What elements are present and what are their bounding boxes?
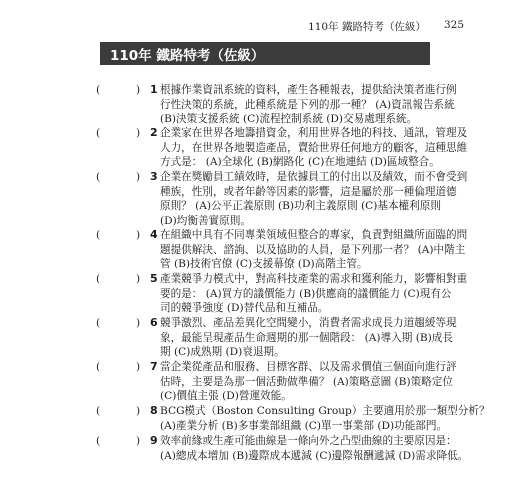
question-line: 競爭激烈、產品差異化空間變小，消費者需求成長力道趨緩等現 — [160, 317, 457, 329]
question-line: 行性決策的系統，此種系統是下列的那一種？ (A)資訊報告系統 — [160, 98, 455, 111]
question-text — [160, 434, 469, 463]
question-line: BCG模式（Boston Consulting Group）主要適用於那一類型分析？ — [160, 405, 490, 417]
question-line: 估時，主要是為那一個活動做準備？ (A)策略意圖 (B)策略定位 — [160, 375, 453, 388]
running-head-title: 110年 鐵路特考（佐級） — [308, 21, 426, 33]
question-line: 根據作業資訊系統的資料，產生各種報表，提供給決策者進行例 — [160, 84, 457, 96]
question-number: 6 — [150, 316, 158, 329]
question-line: (A)產業分析 (B)多事業部組織 (C)單一事業部 (D)功能部門。 — [160, 419, 448, 432]
page-number: 325 — [443, 19, 464, 31]
question-line: 管 (B)技術官僚 (C)支援幕僚 (D)高階主管。 — [160, 258, 368, 271]
question-text — [160, 316, 457, 360]
question-line: 當企業從產品和服務、目標客群、以及需求價值三個面向進行評 — [160, 361, 457, 373]
question-line: 種族，性別，或者年齡等因素的影響，這是屬於那一種倫理道德 — [160, 185, 457, 198]
question-number: 1 — [150, 83, 158, 96]
question-text — [160, 170, 468, 228]
question-number: 3 — [150, 170, 158, 183]
question-text — [160, 272, 468, 316]
question-line: 原則？ (A)公平正義原則 (B)功利主義原則 (C)基本權利原則 — [160, 200, 441, 213]
question-line: 方式是： (A)全球化 (B)網路化 (C)在地連結 (D)區域整合。 — [160, 156, 440, 169]
question-line: 題提供解決、諮詢、以及協助的人員，是下列那一者？ (A)中階主 — [160, 243, 466, 256]
question-line: 期 (C)成熟期 (D)衰退期。 — [160, 346, 285, 359]
question-number: 5 — [150, 272, 158, 285]
question-line: 產業競爭力模式中，對高科技產業的需求和獲利能力，影響相對重 — [160, 273, 468, 285]
question-number: 7 — [150, 360, 158, 373]
question-line: (D)均衡善實原則。 — [160, 214, 251, 227]
question-line: 司的競爭強度 (D)替代品和互補品。 — [160, 302, 329, 315]
question-text — [160, 228, 468, 272]
question-line: (A)總成本增加 (B)邊際成本遞減 (C)邊際報酬遞減 (D)需求降低。 — [160, 449, 469, 462]
running-head — [308, 19, 464, 34]
question-number: 8 — [150, 404, 158, 417]
section-title-bar — [100, 42, 430, 65]
question-line: 企業家在世界各地籌措資金，利用世界各地的科技、通訊，管理及 — [160, 127, 468, 139]
question-line: 人力，在世界各地製造產品，賣給世界任何地方的顧客，這種思維 — [160, 141, 468, 154]
question-line: (B)決策支援系統 (C)流程控制系統 (D)交易處理系統。 — [160, 113, 418, 126]
question-line: 象，最能呈現產品生命週期的那一個階段： (A)導入期 (B)成長 — [160, 331, 453, 344]
question-text — [160, 126, 468, 170]
question-number: 4 — [150, 228, 158, 241]
question-line: 要的是： (A)買方的議價能力 (B)供應商的議價能力 (C)現有公 — [160, 287, 452, 300]
question-line: 效率前緣或生產可能曲線是一條向外之凸型曲線的主要原因是： — [160, 435, 457, 447]
question-line: 在組織中具有不同專業領域但整合的專家，負責對組織所面臨的問 — [160, 229, 468, 241]
question-line: 企業在獎勵員工績效時，是依據員工的付出以及績效，而不會受到 — [160, 171, 468, 183]
question-text — [160, 83, 457, 127]
question-line: (C)價值主張 (D)營運效能。 — [160, 390, 292, 403]
section-title: 110年 鐵路特考（佐級） — [110, 47, 265, 64]
question-text — [160, 360, 457, 404]
question-number: 9 — [150, 434, 158, 447]
question-text — [160, 404, 490, 433]
question-number: 2 — [150, 126, 158, 139]
